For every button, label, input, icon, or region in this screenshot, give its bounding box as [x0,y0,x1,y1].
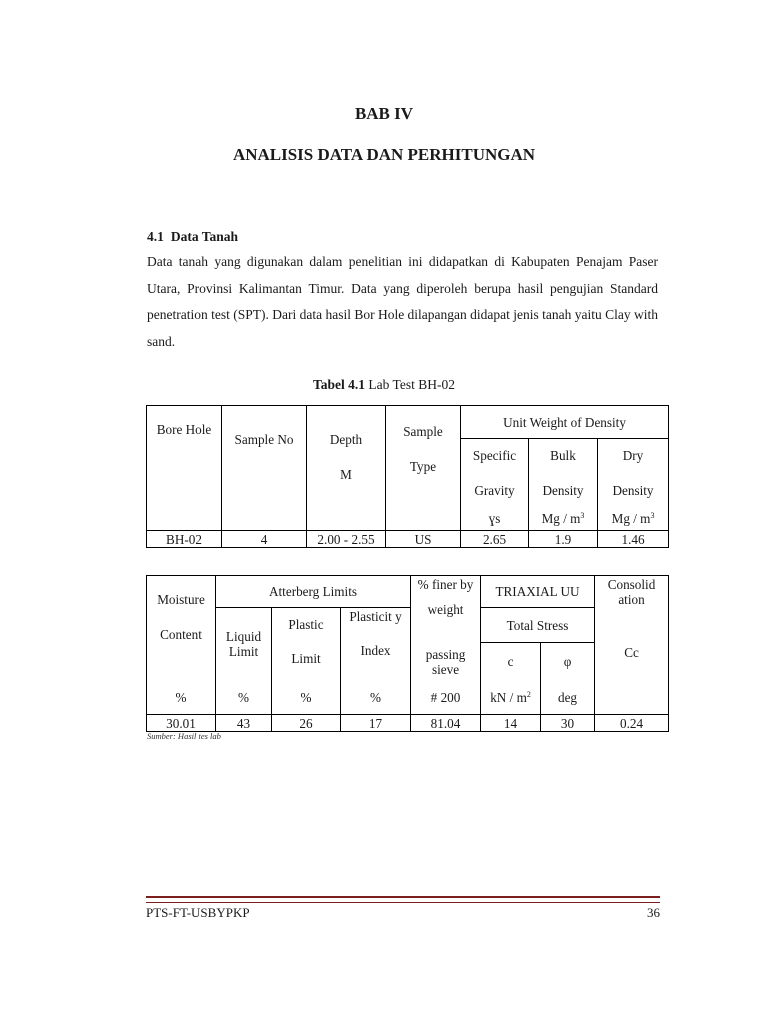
chapter-number: BAB IV [354,104,414,123]
header-plasticity: Plasticit y Index [341,608,411,681]
header-dry-density: Density [598,473,669,508]
header-sieve: # 200 [411,681,481,715]
header-dry-unit: Mg / $m^3$ [598,508,669,531]
table-caption [0,377,768,393]
header-consolidation: Consolid ation Cc [595,576,669,681]
cell-moisture: 30.01 [147,715,216,732]
cell-finer: 81.04 [411,715,481,732]
chapter-title: ANALISIS DATA DAN PERHITUNGAN [232,145,536,164]
source-note: Sumber: Hasil tes lab [147,731,221,741]
section-heading [147,229,238,245]
table-caption-text: Lab Test BH-02 [365,377,455,392]
section-number: 4.1 [147,229,164,244]
header-gravity: Gravity [461,473,529,508]
header-bore-hole: Bore Hole [147,406,222,531]
cell-plasticity-index: 17 [341,715,411,732]
header-moisture: Moisture Content [147,576,216,681]
header-passing-sieve: passing sieve [411,643,481,681]
cell-c: 14 [481,715,541,732]
cell-depth: 2.00 - 2.55 [307,531,386,548]
header-depth-unit: M [340,467,352,482]
header-liquid-unit: % [216,681,272,715]
header-plasticity-unit: % [341,681,411,715]
body-paragraph: Data tanah yang digunakan dalam penelitian ini didapatkan di Kabupaten Penajam Paser Utara, Provinsi Kalimantan Timur. Data yang diperoleh berupa hasil pengujian Standard penetration test (SPT). Dari data hasil Bor Hole dilapangan didapat jenis tanah yaitu Clay with sand. [147,254,658,349]
table-row [147,715,669,732]
table-row [147,531,669,548]
header-triaxial: TRIAXIAL UU [481,576,595,608]
cell-plastic-limit: 26 [272,715,341,732]
header-depth: Depth M [307,406,386,531]
header-finer: % finer by weight [411,576,481,643]
lab-test-table-2 [146,575,669,732]
header-sample-type: Sample Type [386,406,461,531]
cell-type: US [386,531,461,548]
header-c-unit: kN / $m^2$ [481,681,541,715]
cell-bulk-density: 1.9 [529,531,598,548]
header-phi: φ [541,643,595,681]
cell-cc: 0.24 [595,715,669,732]
table-caption-label: Tabel 4.1 [313,377,366,392]
header-sample-no: Sample No [222,406,307,531]
cell-liquid-limit: 43 [216,715,272,732]
cell-specific-gravity: 2.65 [461,531,529,548]
cell-bore-hole: BH-02 [147,531,222,548]
header-bulk-unit: Mg / $m^3$ [529,508,598,531]
lab-test-table-1 [146,405,669,548]
header-atterberg: Atterberg Limits [216,576,411,608]
header-bulk: Bulk [529,439,598,473]
header-specific: Specific [461,439,529,473]
section-title: Data Tanah [170,229,239,244]
header-gs-unit: ɣs [461,508,529,531]
header-cc: Cc [624,645,639,660]
footer-label: PTS-FT-USBYPKP [146,905,250,920]
page-number: 36 [647,905,660,920]
header-liquid-limit: Liquid Limit [216,608,272,681]
header-dry: Dry [598,439,669,473]
header-total-stress: Total Stress [481,608,595,643]
footer-rule [146,896,660,903]
cell-dry-density: 1.46 [598,531,669,548]
header-phi-unit: deg [541,681,595,715]
header-plastic: Plastic Limit [272,608,341,681]
cell-phi: 30 [541,715,595,732]
header-bulk-density: Density [529,473,598,508]
header-cc-blank [595,681,669,715]
header-unit-weight: Unit Weight of Density [461,406,669,439]
header-moisture-unit: % [147,681,216,715]
header-plastic-unit: % [272,681,341,715]
header-c: c [481,643,541,681]
cell-sample-no: 4 [222,531,307,548]
